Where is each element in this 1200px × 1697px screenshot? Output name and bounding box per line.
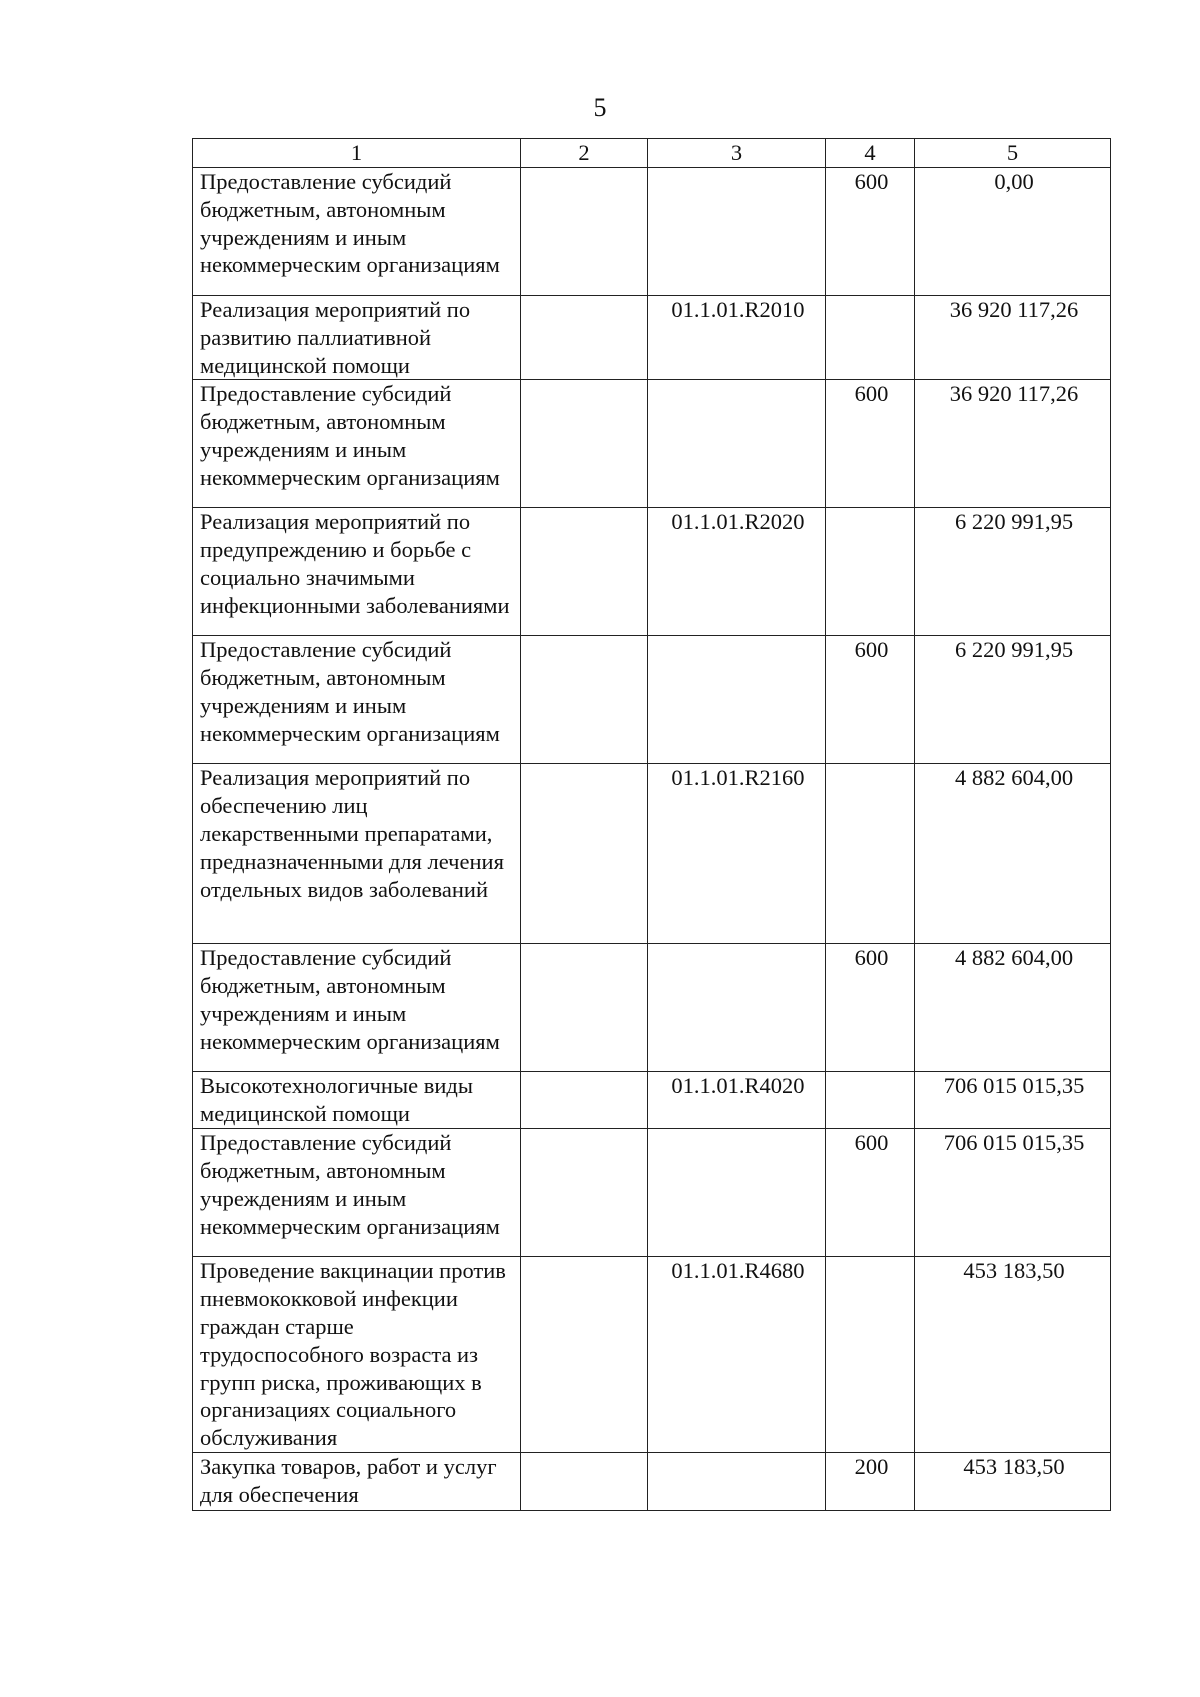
header-col-1: 1 — [193, 139, 521, 168]
amount: 36 920 117,26 — [915, 296, 1111, 380]
target-article-code: 01.1.01.R2160 — [648, 764, 826, 944]
header-col-4: 4 — [826, 139, 915, 168]
expense-name: Предоставление субсидий бюджетным, автономным учреждениям и иным некоммерческим организациям — [193, 1129, 521, 1257]
table-row — [193, 1452, 1111, 1510]
target-article-code — [648, 1129, 826, 1257]
amount: 6 220 991,95 — [915, 508, 1111, 636]
target-article-code: 01.1.01.R4020 — [648, 1072, 826, 1129]
expense-type-code — [826, 1257, 915, 1453]
col-2-cell — [521, 1129, 648, 1257]
target-article-code: 01.1.01.R2020 — [648, 508, 826, 636]
budget-table — [192, 138, 1111, 1511]
table-row — [193, 1257, 1111, 1453]
expense-name: Реализация мероприятий по обеспечению лиц лекарственными препаратами, предназначенными для лечения отдельных видов заболеваний — [193, 764, 521, 944]
amount: 706 015 015,35 — [915, 1129, 1111, 1257]
amount: 4 882 604,00 — [915, 944, 1111, 1072]
amount: 0,00 — [915, 168, 1111, 296]
col-2-cell — [521, 764, 648, 944]
expense-type-code — [826, 764, 915, 944]
expense-name: Проведение вакцинации против пневмококковой инфекции граждан старше трудоспособного возраста из групп риска, проживающих в организациях социального обслуживания — [193, 1257, 521, 1453]
table-row — [193, 944, 1111, 1072]
expense-name: Предоставление субсидий бюджетным, автономным учреждениям и иным некоммерческим организациям — [193, 380, 521, 508]
amount: 706 015 015,35 — [915, 1072, 1111, 1129]
amount: 36 920 117,26 — [915, 380, 1111, 508]
col-2-cell — [521, 636, 648, 764]
amount: 453 183,50 — [915, 1452, 1111, 1510]
expense-name: Высокотехнологичные виды медицинской помощи — [193, 1072, 521, 1129]
expense-type-code: 600 — [826, 168, 915, 296]
header-col-2: 2 — [521, 139, 648, 168]
table-row — [193, 764, 1111, 944]
expense-type-code — [826, 296, 915, 380]
expense-name: Реализация мероприятий по предупреждению и борьбе с социально значимыми инфекционными заболеваниями — [193, 508, 521, 636]
target-article-code — [648, 944, 826, 1072]
target-article-code — [648, 636, 826, 764]
expense-type-code: 600 — [826, 1129, 915, 1257]
target-article-code — [648, 168, 826, 296]
table-row — [193, 380, 1111, 508]
expense-name: Предоставление субсидий бюджетным, автономным учреждениям и иным некоммерческим организациям — [193, 636, 521, 764]
table-row — [193, 1072, 1111, 1129]
table-header-row — [193, 139, 1111, 168]
expense-name: Закупка товаров, работ и услуг для обеспечения — [193, 1452, 521, 1510]
target-article-code — [648, 380, 826, 508]
col-2-cell — [521, 508, 648, 636]
expense-type-code: 600 — [826, 944, 915, 1072]
expense-name: Реализация мероприятий по развитию паллиативной медицинской помощи — [193, 296, 521, 380]
expense-name: Предоставление субсидий бюджетным, автономным учреждениям и иным некоммерческим организациям — [193, 168, 521, 296]
expense-type-code: 600 — [826, 636, 915, 764]
table-row — [193, 168, 1111, 296]
target-article-code: 01.1.01.R4680 — [648, 1257, 826, 1453]
amount: 4 882 604,00 — [915, 764, 1111, 944]
expense-type-code: 200 — [826, 1452, 915, 1510]
table-row — [193, 1129, 1111, 1257]
expense-type-code — [826, 1072, 915, 1129]
table-row — [193, 296, 1111, 380]
expense-name: Предоставление субсидий бюджетным, автономным учреждениям и иным некоммерческим организациям — [193, 944, 521, 1072]
col-2-cell — [521, 1072, 648, 1129]
target-article-code — [648, 1452, 826, 1510]
expense-type-code — [826, 508, 915, 636]
expense-type-code: 600 — [826, 380, 915, 508]
target-article-code: 01.1.01.R2010 — [648, 296, 826, 380]
table-row — [193, 508, 1111, 636]
col-2-cell — [521, 1257, 648, 1453]
header-col-5: 5 — [915, 139, 1111, 168]
col-2-cell — [521, 168, 648, 296]
col-2-cell — [521, 380, 648, 508]
col-2-cell — [521, 296, 648, 380]
header-col-3: 3 — [648, 139, 826, 168]
amount: 6 220 991,95 — [915, 636, 1111, 764]
col-2-cell — [521, 1452, 648, 1510]
amount: 453 183,50 — [915, 1257, 1111, 1453]
table-row — [193, 636, 1111, 764]
col-2-cell — [521, 944, 648, 1072]
page-number: 5 — [593, 93, 607, 122]
